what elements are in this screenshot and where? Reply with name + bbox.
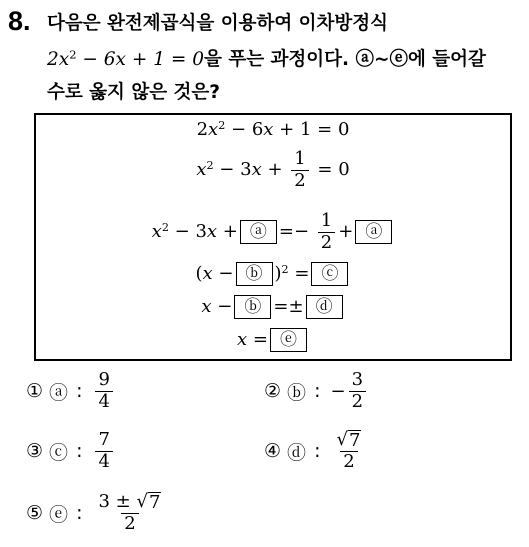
choice-label: ⓑ	[287, 381, 307, 404]
step-3: $x^2 - 3x$ + ⓐ =− $\frac{1}{2}$ + ⓐ	[36, 211, 510, 253]
choice-value: $\frac{3}{2}$	[349, 370, 366, 412]
choice-colon: :	[314, 440, 321, 463]
choice-label: ⓔ	[49, 503, 69, 526]
choice-marker: ②	[264, 380, 282, 403]
step-5: x − ⓑ =± ⓓ	[36, 295, 510, 319]
step-6: x = ⓔ	[36, 328, 510, 352]
sqrt-symbol: √ 7	[336, 429, 361, 451]
choice-label: ⓒ	[49, 441, 69, 464]
blank-d: ⓓ	[306, 295, 343, 319]
choice-marker: ①	[26, 380, 44, 403]
choice-4[interactable]	[264, 430, 367, 472]
step-1: $2x^2 - 6x + 1 = 0$	[196, 118, 350, 140]
choice-colon: :	[314, 380, 321, 403]
choice-colon: :	[76, 502, 83, 525]
choice-marker: ③	[26, 440, 44, 463]
blank-a: ⓐ	[355, 220, 392, 244]
choice-value: $\frac{9}{4}$	[95, 370, 112, 412]
blank-b: ⓑ	[234, 295, 271, 319]
choice-marker: ⑤	[26, 502, 44, 525]
fraction-one-half: $\frac{1}{2}$	[318, 211, 335, 253]
given-equation: $2x^2 - 6x + 1 = 0$	[47, 47, 205, 70]
question-line-1: 다음은 완전제곱식을 이용하여 이차방정식	[47, 13, 389, 34]
blank-a: ⓐ	[240, 220, 277, 244]
fraction-one-half: $\frac{1}{2}$	[291, 149, 308, 191]
blank-b: ⓑ	[236, 262, 273, 286]
question-line-3: 수로 옳지 않은 것은?	[47, 82, 221, 103]
choice-1[interactable]	[26, 370, 116, 412]
choice-label: ⓐ	[49, 381, 69, 404]
choice-5[interactable]	[26, 492, 167, 534]
solution-box	[34, 113, 512, 361]
choice-sign: −	[330, 380, 346, 402]
choice-value: $\frac{7}{4}$	[95, 430, 112, 472]
sqrt-symbol: √ 7	[136, 491, 161, 513]
question-line-2	[47, 45, 486, 71]
step-2: $x^2 - 3x$ + $\frac{1}{2}$ = 0	[196, 148, 350, 191]
step-4: (x − ⓑ )$^2$ = ⓒ	[36, 262, 510, 286]
choice-marker: ④	[264, 440, 282, 463]
blank-c: ⓒ	[311, 262, 348, 286]
choice-label: ⓓ	[287, 441, 307, 464]
blank-e: ⓔ	[270, 328, 307, 352]
question-number: 8.	[8, 6, 31, 36]
choice-colon: :	[76, 380, 83, 403]
choice-colon: :	[76, 440, 83, 463]
question-line-2-text: 을 푸는 과정이다. ⓐ~ⓔ에 들어갈	[204, 49, 486, 70]
choice-value: 3 ± √ 7 2	[98, 491, 161, 534]
choice-value: √ 7 2	[336, 429, 361, 472]
choice-2[interactable]	[264, 370, 369, 412]
choice-3[interactable]	[26, 430, 116, 472]
